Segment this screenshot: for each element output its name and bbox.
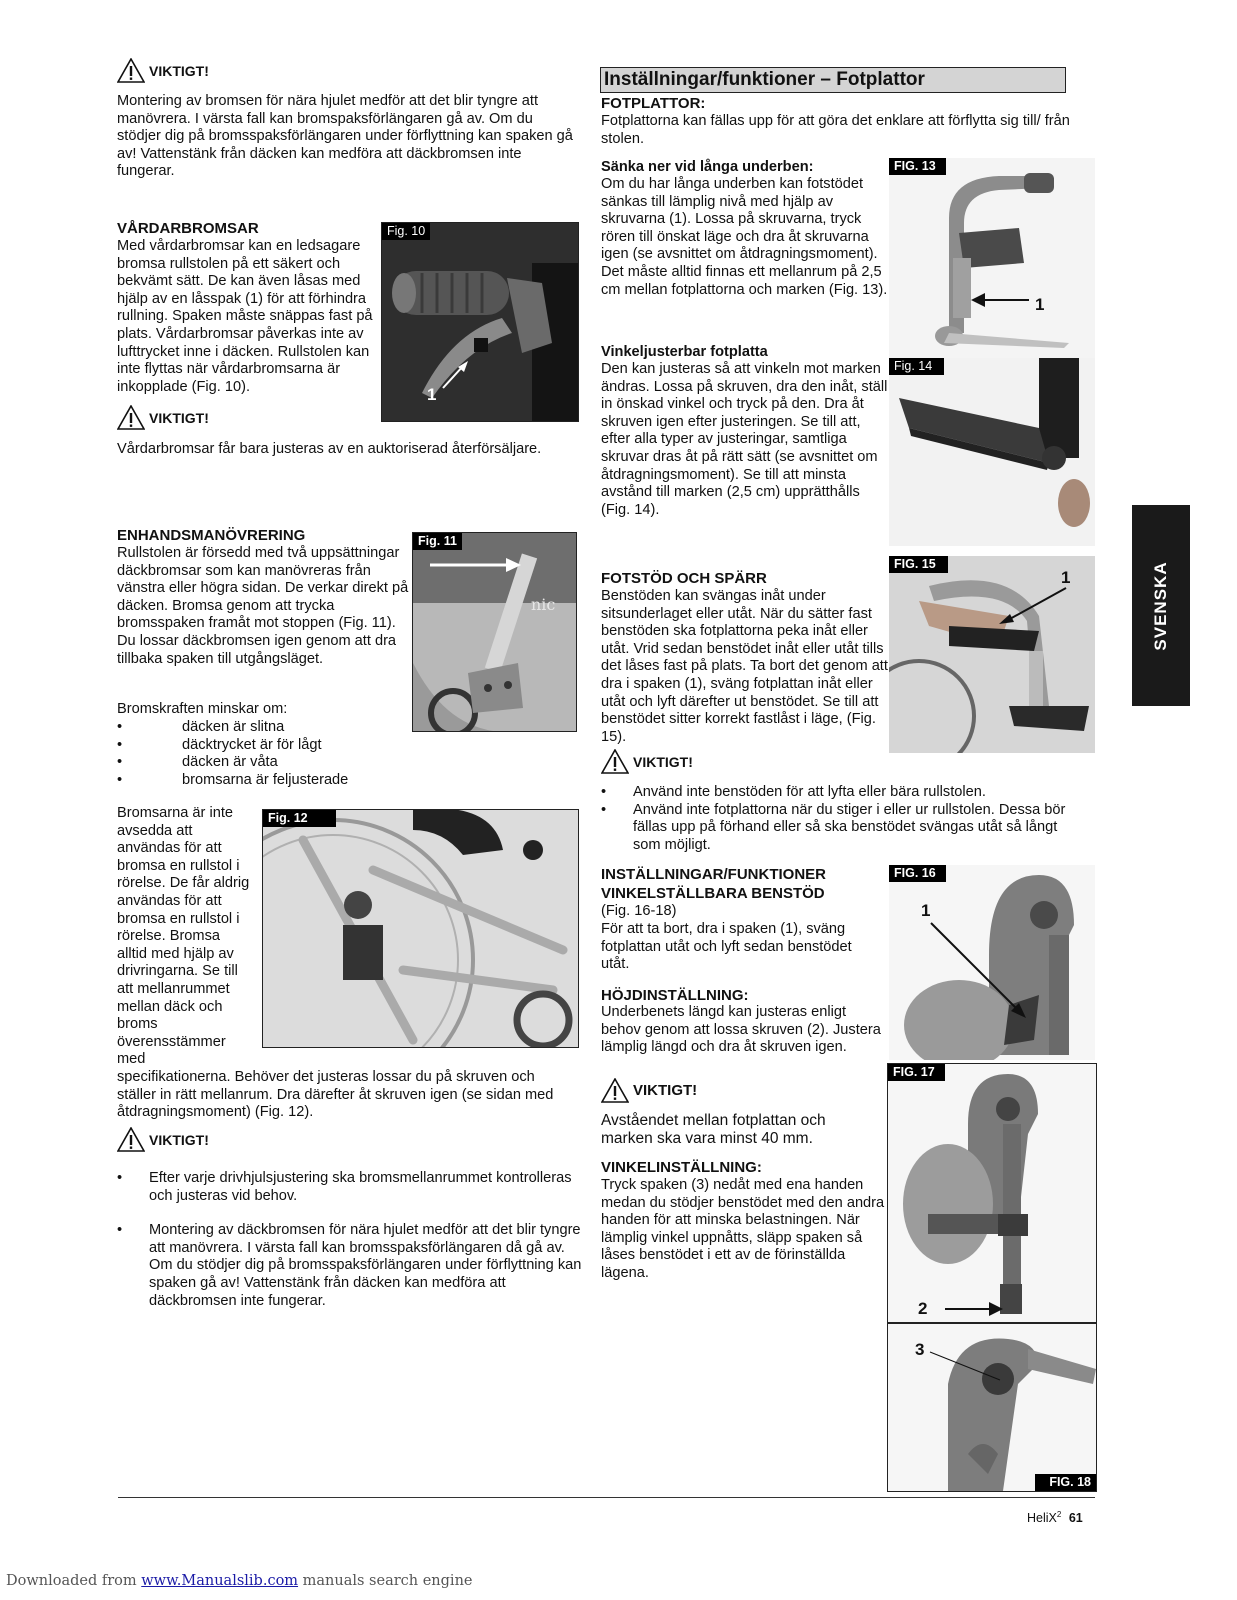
warning-heading bbox=[601, 749, 693, 774]
warning-icon bbox=[117, 1127, 145, 1152]
section-title: Inställningar/funktioner – Fotplattor bbox=[604, 69, 925, 90]
figure-17 bbox=[887, 1063, 1097, 1323]
footer-page-info bbox=[1027, 1510, 1083, 1525]
vinkel-text: Den kan justeras så att vinkeln mot marken ändras. Lossa på skruven, dra den inåt, ställ in önskad vinkel och tryck på den. Dra åt skruven igen efter justeringen. Se till att, efter alla typer av justeringar, samtliga skruvar dras åt på rätt sätt (se avsnittet om åtdragningsmoment). Se till att minsta avstånd till marken (2,5 cm) upprätthålls (Fig. 14). bbox=[601, 361, 888, 518]
brakes-text-rest: specifikationerna. Behöver det justeras lossar du på skruven och ställer in rätt mellanrum. Dra därefter åt skruven igen (se sidan med åtdragningsmoment) (Fig. 12). bbox=[117, 1069, 554, 1121]
figure-callout-number: 1 bbox=[921, 901, 931, 920]
inst-heading-line1: INSTÄLLNINGAR/FUNKTIONER bbox=[601, 866, 826, 883]
figure-label: FIG. 16 bbox=[889, 865, 946, 882]
figure-11 bbox=[412, 532, 577, 732]
figure-callout-number: 1 bbox=[1061, 568, 1071, 587]
section-title-bar bbox=[600, 67, 1066, 93]
list-item: • däcktrycket är för lågt bbox=[117, 736, 322, 753]
figure-18 bbox=[887, 1323, 1097, 1492]
figure-12 bbox=[262, 809, 579, 1048]
figure-label: FIG. 15 bbox=[889, 556, 948, 573]
page-number: 61 bbox=[1068, 1511, 1083, 1526]
figure-label: Fig. 10 bbox=[382, 223, 430, 240]
list-item: • däcken är slitna bbox=[117, 719, 285, 735]
figure-callout-number: 1 bbox=[427, 385, 437, 404]
pointer-line bbox=[928, 1350, 1003, 1385]
arrow-right-icon bbox=[943, 1299, 1005, 1319]
manualslib-link[interactable]: www.Manualslib.com bbox=[141, 1573, 299, 1589]
list-item: • bromsarna är feljusterade bbox=[117, 771, 349, 788]
warning-bullet-list bbox=[117, 1170, 582, 1310]
brake-force-title: Bromskraften minskar om: bbox=[117, 701, 288, 717]
sanka-text: Om du har långa underben kan fotstödet sänkas till lämplig nivå med hjälp av skruvarna (1). Lossa på skruvarna, tryck rören till önskat läge och dra åt skruvarna igen (se avsnittet om åtdragningsmoment). Det måste alltid finnas ett mellanrum på 2,5 cm mellan fotplattorna och marken (Fig. 13). bbox=[601, 176, 888, 298]
inst-heading-line2: VINKELSTÄLLBARA BENSTÖD bbox=[601, 885, 825, 902]
vinkel-heading: Vinkeljusterbar fotplatta bbox=[601, 344, 768, 360]
download-notice bbox=[6, 1573, 473, 1589]
warning-icon bbox=[117, 58, 145, 83]
figure-label: FIG. 13 bbox=[889, 158, 946, 175]
inst-figure-ref: (Fig. 16-18) bbox=[601, 903, 677, 919]
inst-text: För att ta bort, dra i spaken (1), sväng fotplattan utåt och lyft sedan benstödet utåt. bbox=[601, 921, 852, 973]
warning-label: VIKTIGT! bbox=[633, 753, 693, 770]
warning-heading bbox=[117, 1127, 209, 1152]
figure-callout-number: 3 bbox=[915, 1340, 925, 1359]
figure-label: Fig. 12 bbox=[263, 810, 336, 827]
warning-label: VIKTIGT! bbox=[633, 1082, 698, 1099]
figure-label: FIG. 17 bbox=[888, 1064, 945, 1081]
warning-icon bbox=[117, 405, 145, 430]
hojd-heading: HÖJDINSTÄLLNING: bbox=[601, 987, 749, 1004]
footplate-angle-illustration bbox=[889, 358, 1095, 546]
figure-callout-number: 2 bbox=[918, 1299, 928, 1318]
warning-heading bbox=[117, 405, 209, 430]
warning-heading bbox=[601, 1078, 697, 1103]
arrow-icon bbox=[440, 359, 470, 391]
figure-14 bbox=[889, 358, 1095, 546]
figure-callout-number: 1 bbox=[1035, 295, 1045, 314]
fotplattor-heading: FOTPLATTOR: bbox=[601, 95, 706, 112]
fotstod-heading: FOTSTÖD OCH SPÄRR bbox=[601, 570, 767, 587]
brand-logo-text: nic bbox=[531, 595, 556, 614]
section-heading-vardarbromsar: VÅRDARBROMSAR bbox=[117, 220, 259, 237]
wheel-brake-illustration bbox=[263, 810, 578, 1047]
arrow-icon bbox=[994, 586, 1069, 626]
footrest-lower-illustration bbox=[889, 158, 1095, 358]
warning-text: Vårdarbromsar får bara justeras av en auktoriserad återförsäljare. bbox=[117, 441, 542, 457]
warning-label: VIKTIGT! bbox=[149, 62, 209, 79]
warning-label: VIKTIGT! bbox=[149, 409, 209, 426]
product-superscript: 2 bbox=[1056, 1510, 1062, 1519]
list-item: • däcken är våta bbox=[117, 754, 278, 771]
section-heading-enhandsmanovrering: ENHANDSMANÖVRERING bbox=[117, 527, 306, 544]
vardarbromsar-text: Med vårdarbromsar kan en ledsagare bromsa rullstolen på ett säkert och bekvämt sätt. De kan även låsas med hjälp av en låsspak (1) för att förhindra rullning. Spaken måste snäppas fast på plats. Vårdarbromsar påverkas inte av lufttrycket inne i däcken. Rullstolen kan inte flyttas när vårdarbromsarna är inkopplade (Fig. 10). bbox=[117, 238, 373, 395]
list-item: • Använd inte fotplattorna när du stiger i eller ur rullstolen. Dessa bör fällas upp på förhand eller så ska benstödet svängas utåt så långt som möjligt. bbox=[601, 801, 1066, 853]
arrow-icon bbox=[929, 921, 1029, 1021]
figure-16 bbox=[889, 865, 1095, 1060]
figure-label: Fig. 11 bbox=[413, 533, 462, 550]
list-item: • Efter varje drivhjulsjustering ska bromsmellanrummet kontrolleras och justeras vid behov. bbox=[117, 1170, 572, 1204]
language-tab bbox=[1132, 505, 1190, 706]
brake-handle-illustration bbox=[382, 223, 578, 421]
warning-label: VIKTIGT! bbox=[149, 1131, 209, 1148]
enhandsmanovrering-text: Rullstolen är försedd med två uppsättningar däckbromsar som kan manövreras från vänstra eller högra sidan. De verkar direkt på däcken. Bromsa genom att trycka bromsspaken framåt mot stoppen (Fig. 11). Du lossar däckbromsen igen genom att dra tillbaka spaken till utgångsläget. bbox=[117, 545, 409, 667]
fotstod-text: Benstöden kan svängas inåt under sitsunderlaget eller utåt. När du sätter fast benstöden ska fotplattorna peka inåt eller utåt. Vrid sedan benstödet inåt eller utåt tills det låses fast på plats. Ta bort det genom att dra i spaken (1), sväng fotplattan inåt eller utåt och lyft därefter ut benstödet. Se till att benstödet sitter korrekt fastlåst i läge, (Fig. 15). bbox=[601, 588, 888, 745]
arrow-left-icon bbox=[969, 290, 1031, 310]
vinkelinstallning-text: Tryck spaken (3) nedåt med ena handen medan du stödjer benstödet med den andra handen för att minska belastningen. När lämplig vinkel uppnåtts, släpp spaken så låses benstödet i ett av de förinställda lägena. bbox=[601, 1177, 885, 1281]
warning-heading bbox=[117, 58, 209, 83]
brakes-text-narrow: Bromsarna är inte avsedda att användas för att bromsa en rullstol i rörelse. De får aldrig användas för att bromsa en rullstol i rörelse. Bromsa alltid med hjälp av drivringarna. Se till att mellanrummet mellan däck och broms överensstämmer med bbox=[117, 805, 250, 1068]
legrest-height-illustration bbox=[888, 1064, 1096, 1322]
warning-icon bbox=[601, 749, 629, 774]
list-item: • Montering av däckbromsen för nära hjulet medför att det blir tyngre att manövrera. I värsta fall kan bromsspaksförlängaren då gå av. Om du stödjer dig på bromsspaksförlängaren under förflyttning kan spaken gå av! Vattenstänk från däcken kan medföra att däckbromsen inte fungerar. bbox=[117, 1222, 582, 1309]
fotplattor-text: Fotplattorna kan fällas upp för att göra det enklare att förflytta sig till/ från stolen. bbox=[601, 113, 1070, 147]
figure-label: Fig. 14 bbox=[889, 358, 944, 375]
brake-force-list bbox=[117, 719, 417, 789]
figure-label: FIG. 18 bbox=[1035, 1474, 1096, 1491]
download-prefix: Downloaded from bbox=[6, 1573, 142, 1589]
product-name: HeliX bbox=[1027, 1511, 1057, 1526]
figure-10 bbox=[381, 222, 579, 422]
arrow-right-icon bbox=[428, 555, 523, 575]
warning-text: Montering av bromsen för nära hjulet medför att det blir tyngre att manövrera. I värsta fall kan bromspaksförlängaren gå av. Om du stödjer dig på bromsspaksförlängaren under förflyttning kan spaken gå av! Vattenstänk från däcken kan medföra att däckbromsen inte fungerar. bbox=[117, 93, 573, 180]
warning-icon bbox=[601, 1078, 629, 1103]
sanka-heading: Sänka ner vid långa underben: bbox=[601, 159, 814, 175]
language-tab-label: SVENSKA bbox=[1151, 560, 1170, 651]
warning-text: Avståendet mellan fotplattan och marken ska vara minst 40 mm. bbox=[601, 1112, 826, 1147]
warning-bullet-list bbox=[601, 784, 1071, 854]
figure-13 bbox=[889, 158, 1095, 358]
list-item: • Använd inte benstöden för att lyfta eller bära rullstolen. bbox=[601, 784, 986, 800]
figure-15 bbox=[889, 556, 1095, 753]
vinkelinstallning-heading: VINKELINSTÄLLNING: bbox=[601, 1159, 762, 1176]
footer-divider bbox=[118, 1497, 1095, 1498]
hojd-text: Underbenets längd kan justeras enligt behov genom att lossa skruven (2). Justera lämplig längd och dra åt skruven igen. bbox=[601, 1004, 881, 1056]
download-suffix: manuals search engine bbox=[298, 1573, 473, 1589]
